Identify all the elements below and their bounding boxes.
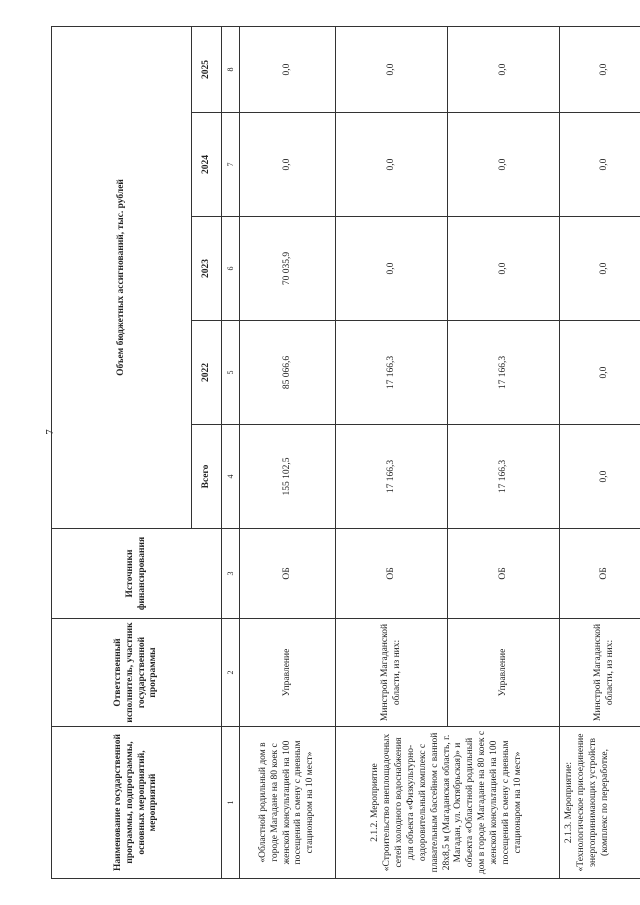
table-row [240,26,336,878]
row-source: ОБ [240,528,336,618]
row-2025: 0,0 [560,26,640,112]
col-number: 1 [222,726,240,878]
col-number: 6 [222,216,240,320]
header-budget-group: Объем бюджетных ассигнований, тыс. рублей [52,26,192,528]
header-executor: Ответственный исполнитель, участник государственной программы [52,618,222,726]
header-source: Источники финансирования [52,528,222,618]
header-year-2022: 2022 [192,320,222,424]
row-source: ОБ [448,528,560,618]
row-2023: 0,0 [336,216,448,320]
row-executor: Управление [448,618,560,726]
rotated-table-container [51,27,615,879]
col-number: 4 [222,424,240,528]
col-number: 3 [222,528,240,618]
col-number: 5 [222,320,240,424]
row-2024: 0,0 [560,112,640,216]
row-executor: Минстрой Магаданской области, из них: [336,618,448,726]
col-number: 2 [222,618,240,726]
col-number: 8 [222,26,240,112]
row-2025: 0,0 [448,26,560,112]
row-total: 17 166,3 [448,424,560,528]
header-year-2024: 2024 [192,112,222,216]
row-name: «Областной родильный дом в городе Магадане на 80 коек с женской консультацией на 100 посещений в смену с дневным стационаром на 10 мест» [240,726,336,878]
column-numbers-row [222,26,240,878]
col-number: 7 [222,112,240,216]
row-2023: 0,0 [448,216,560,320]
row-2025: 0,0 [240,26,336,112]
row-total: 155 102,5 [240,424,336,528]
header-year-2025: 2025 [192,26,222,112]
row-2024: 0,0 [336,112,448,216]
header-year-2023: 2023 [192,216,222,320]
row-total: 17 166,3 [336,424,448,528]
row-2022: 17 166,3 [336,320,448,424]
row-source: ОБ [560,528,640,618]
row-2022: 17 166,3 [448,320,560,424]
row-2023: 70 035,9 [240,216,336,320]
row-2024: 0,0 [448,112,560,216]
row-2022: 0,0 [560,320,640,424]
header-name: Наименование государственной программы, подпрограммы, основных мероприятий, мероприятий [52,726,222,878]
budget-table [51,26,640,879]
row-name: 2.1.2. Мероприятие «Строительство внеплощадочных сетей холодного водоснабжения для объекта «Физкультурно-оздоровительный комплекс с плавательным бассейном с ванной 28х8,5 м (Магаданская область, г. Магадан, ул. Октябрьская)» и объекта «Областной родильный дом в городе Магадане на 80 коек с женской консультацией на 100 посещений в смену с дневным стационаром на 10 мест» [336,726,560,878]
table-row [560,26,640,878]
page-number: 7 [44,429,56,435]
row-source: ОБ [336,528,448,618]
row-executor: Управление [240,618,336,726]
row-2024: 0,0 [240,112,336,216]
row-2022: 85 066,6 [240,320,336,424]
row-total: 0,0 [560,424,640,528]
row-2023: 0,0 [560,216,640,320]
table-row [336,26,448,878]
row-name: 2.1.3. Мероприятие: «Технологическое присоединение энергопринимающих устройств (комплекс по переработке, [560,726,640,878]
header-total: Всего [192,424,222,528]
row-2025: 0,0 [336,26,448,112]
row-executor: Минстрой Магаданской области, из них: [560,618,640,726]
